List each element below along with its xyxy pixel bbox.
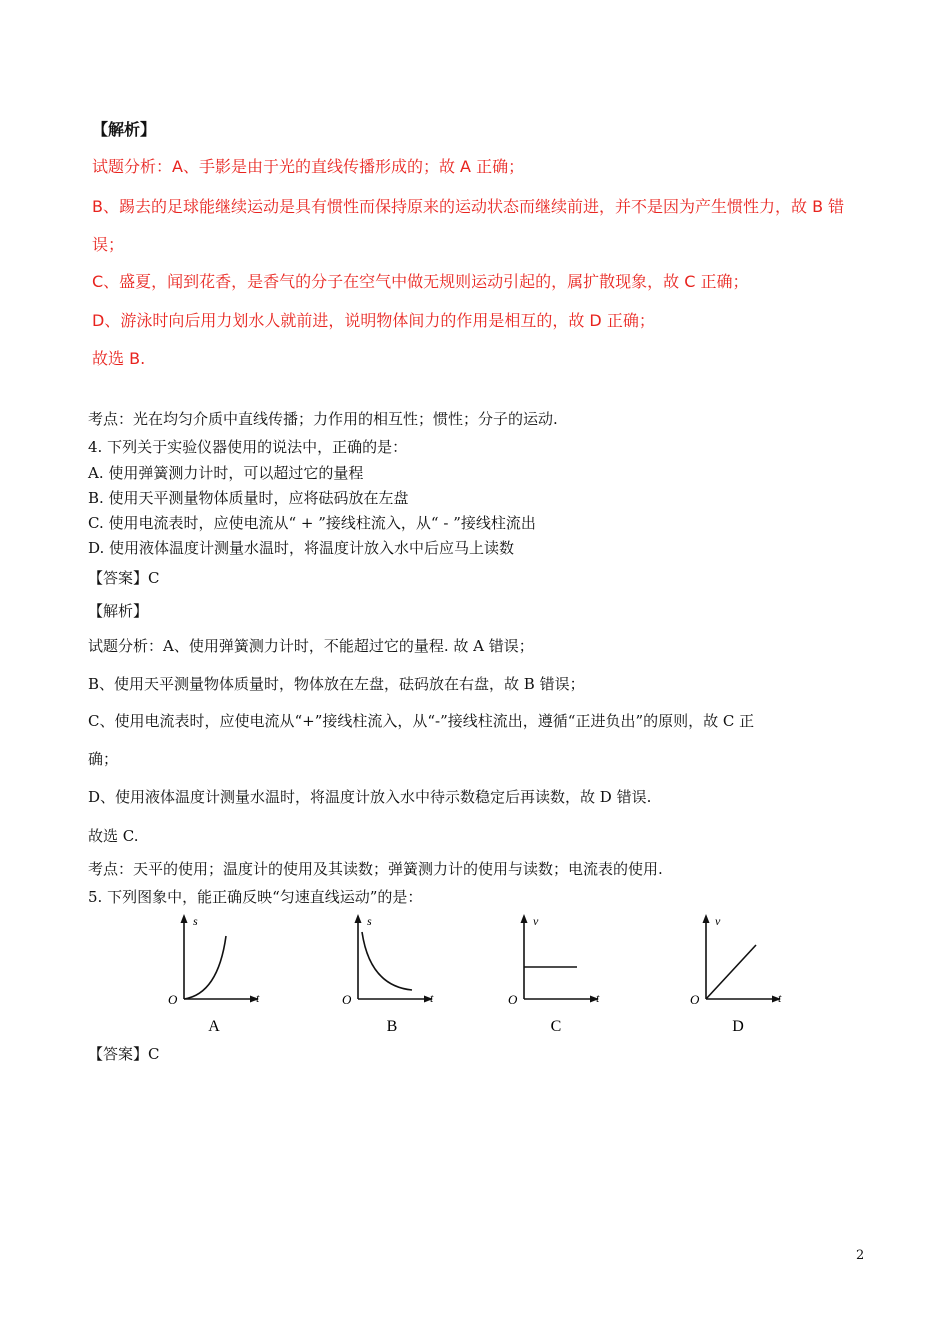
page-number: 2 bbox=[856, 1248, 865, 1263]
analysis-line: D、游泳时向后用力划水人就前进，说明物体间力的作用是相互的，故 D 正确； bbox=[92, 311, 655, 330]
question-stem: 4. 下列关于实验仪器使用的说法中，正确的是： bbox=[88, 438, 408, 456]
jiexi-heading: 【解析】 bbox=[88, 602, 149, 620]
origin-label: O bbox=[690, 992, 700, 1007]
kaodian: 考点：光在均匀介质中直线传播；力作用的相互性；惯性；分子的运动. bbox=[88, 410, 558, 428]
graph-c bbox=[500, 912, 610, 1037]
x-axis-label: t bbox=[596, 991, 600, 1005]
y-axis-label: s bbox=[367, 914, 372, 928]
origin-label: O bbox=[342, 992, 352, 1007]
option-a: A. 使用弹簧测力计时，可以超过它的量程 bbox=[88, 464, 364, 482]
x-axis-label: t bbox=[778, 991, 782, 1005]
origin-label: O bbox=[508, 992, 518, 1007]
analysis-line: B、踢去的足球能继续运动是具有惯性而保持原来的运动状态而继续前进，并不是因为产生惯性力，故 B 错 bbox=[92, 197, 845, 216]
analysis-line: 确； bbox=[88, 750, 119, 768]
jiexi-heading: 【解析】 bbox=[92, 120, 157, 139]
option-d: D. 使用液体温度计测量水温时，将温度计放入水中后应马上读数 bbox=[88, 539, 515, 557]
origin-label: O bbox=[168, 992, 178, 1007]
graph-a bbox=[160, 912, 270, 1037]
analysis-line: 故选 C. bbox=[88, 827, 139, 845]
graph-label: A bbox=[208, 1018, 220, 1035]
kaodian: 考点：天平的使用；温度计的使用及其读数；弹簧测力计的使用与读数；电流表的使用. bbox=[88, 860, 663, 878]
analysis-line: D、使用液体温度计测量水温时，将温度计放入水中待示数稳定后再读数，故 D 错误. bbox=[88, 788, 652, 806]
analysis-line: C、盛夏，闻到花香，是香气的分子在空气中做无规则运动引起的，属扩散现象，故 C 正确； bbox=[92, 272, 749, 291]
analysis-line: B、使用天平测量物体质量时，物体放在左盘，砝码放在右盘，故 B 错误； bbox=[88, 675, 585, 693]
analysis-line: 试题分析：A、手影是由于光的直线传播形成的；故 A 正确； bbox=[92, 157, 525, 176]
question-stem: 5. 下列图象中，能正确反映“匀速直线运动”的是： bbox=[88, 888, 423, 906]
y-axis-label: s bbox=[193, 914, 198, 928]
analysis-line: 故选 B. bbox=[92, 349, 146, 368]
answer: 【答案】C bbox=[88, 1045, 160, 1063]
graph-b bbox=[334, 912, 444, 1037]
graph-label: D bbox=[732, 1018, 744, 1035]
answer: 【答案】C bbox=[88, 569, 160, 587]
x-axis-label: t bbox=[430, 991, 434, 1005]
x-axis-label: t bbox=[256, 991, 260, 1005]
graph-label: C bbox=[550, 1018, 562, 1035]
y-axis-label: v bbox=[715, 914, 721, 928]
graph-d bbox=[682, 912, 792, 1037]
y-axis-label: v bbox=[533, 914, 539, 928]
analysis-line: 试题分析：A、使用弹簧测力计时，不能超过它的量程. 故 A 错误； bbox=[88, 637, 534, 655]
analysis-line: 误； bbox=[92, 235, 125, 254]
option-b: B. 使用天平测量物体质量时，应将砝码放在左盘 bbox=[88, 489, 409, 507]
option-c: C. 使用电流表时，应使电流从“ + ”接线柱流入，从“ - ”接线柱流出 bbox=[88, 514, 536, 532]
graph-label: B bbox=[386, 1018, 398, 1035]
analysis-line: C、使用电流表时，应使电流从“+”接线柱流入，从“-”接线柱流出，遵循“正进负出”的原则，故 C 正 bbox=[88, 712, 755, 730]
